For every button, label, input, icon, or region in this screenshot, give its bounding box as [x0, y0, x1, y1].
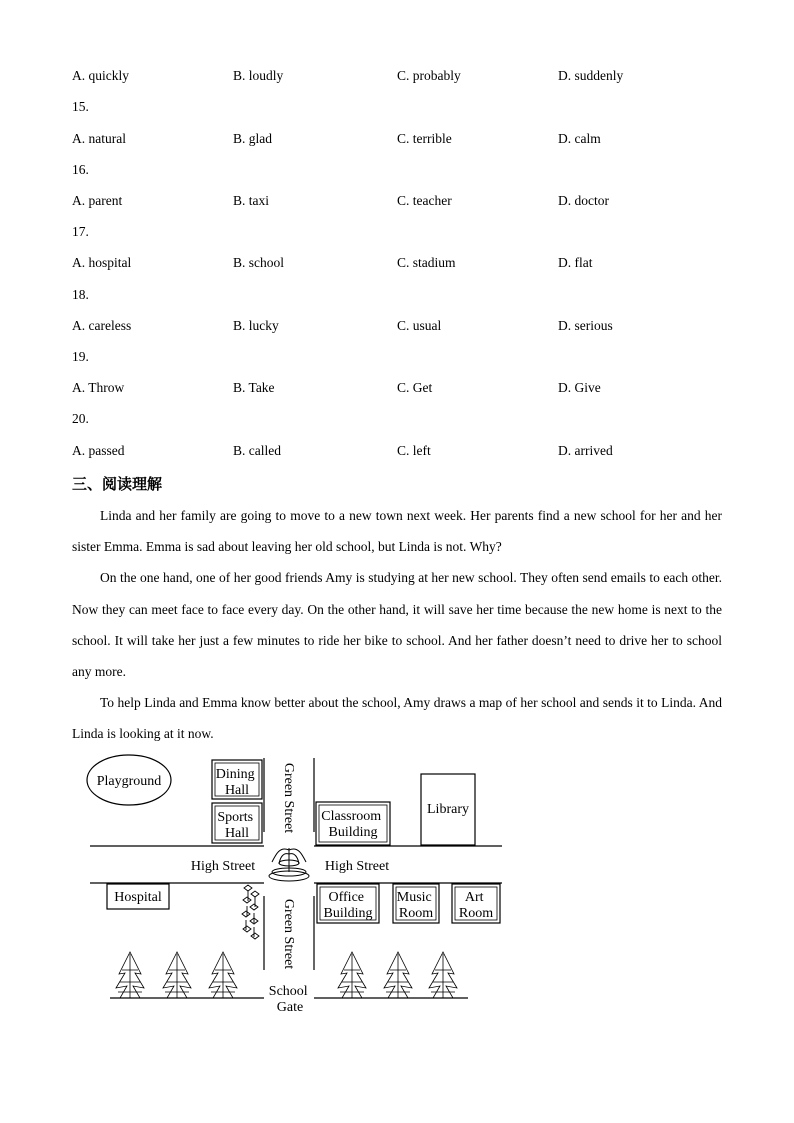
school-gate-label: Gate [276, 1000, 304, 1015]
option-b: B. school [233, 255, 285, 270]
option-row-20 [72, 443, 732, 463]
passage-paragraph: To help Linda and Emma know better about the school, Amy draws a map of her school and sends it to Linda. And Linda is looking at it now. [72, 695, 722, 742]
option-row-15 [72, 131, 732, 151]
question-number-15: 15. [72, 99, 89, 114]
option-c: C. teacher [397, 193, 452, 208]
section-title: 三、阅读理解 [72, 475, 163, 493]
playground-label: Playground [96, 774, 162, 789]
high-street-east-label: High Street [324, 859, 390, 874]
option-d: D. arrived [558, 443, 613, 458]
school-map [80, 748, 520, 1020]
high-street-west-label: High Street [190, 859, 256, 874]
option-b: B. taxi [233, 193, 269, 208]
classroom-building-label: Building [328, 825, 378, 840]
svg-text:School Gate [269, 984, 311, 1015]
question-number-17: 17. [72, 224, 89, 239]
svg-text:Sports Hall [217, 810, 256, 841]
office-building-label: Office [328, 890, 364, 905]
option-row-19 [72, 380, 732, 400]
question-number-16: 16. [72, 162, 89, 177]
tree-icon [116, 952, 144, 998]
option-b: B. glad [233, 131, 272, 146]
option-d: D. serious [558, 318, 613, 333]
library-label: Library [427, 802, 469, 817]
option-d: D. doctor [558, 193, 609, 208]
option-row-14 [72, 68, 732, 88]
music-room-label: Music [396, 890, 432, 905]
option-c: C. stadium [397, 255, 456, 270]
option-a: A. passed [72, 443, 125, 458]
svg-text:Art Room [459, 890, 493, 921]
option-c: C. usual [397, 318, 442, 333]
option-a: A. careless [72, 318, 132, 333]
option-d: D. Give [558, 380, 601, 395]
dining-hall-label: Dining [215, 767, 255, 782]
hospital-label: Hospital [114, 890, 162, 905]
option-d: D. calm [558, 131, 601, 146]
question-number-19: 19. [72, 349, 89, 364]
svg-text:Dining Hall [216, 767, 258, 798]
tree-icon [384, 952, 412, 998]
art-room-label: Room [458, 906, 494, 921]
art-room-label: Art [464, 890, 484, 905]
flower-icon [242, 885, 259, 939]
sports-hall-label: Sports [217, 810, 254, 825]
office-building-label: Building [323, 906, 373, 921]
option-a: A. natural [72, 131, 126, 146]
green-street-north-label: Green Street [281, 762, 296, 834]
passage-paragraph: Linda and her family are going to move to a new town next week. Her parents find a new school for her and her sister Emma. Emma is sad about leaving her old school, but Linda is not. Why? [72, 508, 722, 555]
option-c: C. left [397, 443, 431, 458]
option-row-18 [72, 318, 732, 338]
option-a: A. quickly [72, 68, 129, 83]
option-a: A. Throw [72, 380, 125, 395]
passage-paragraph: On the one hand, one of her good friends Amy is studying at her new school. They often send emails to each other. Now they can meet face to face every day. On the other hand, it will save her time because the new home is next to the school. It will take her just a few minutes to ride her bike to school. And her father doesn’t need to drive her to school any more. [72, 570, 722, 680]
fountain-icon [269, 848, 309, 881]
option-d: D. suddenly [558, 68, 624, 83]
tree-icon [209, 952, 237, 998]
svg-text:Music Room [397, 890, 436, 921]
school-gate-label: School [268, 984, 308, 999]
sports-hall-label: Hall [224, 826, 250, 841]
option-b: B. Take [233, 380, 275, 395]
svg-text:Office Building [323, 890, 372, 921]
reading-passage [72, 500, 722, 750]
option-c: C. Get [397, 380, 433, 395]
option-b: B. lucky [233, 318, 279, 333]
option-a: A. parent [72, 193, 123, 208]
option-b: B. called [233, 443, 281, 458]
question-number-20: 20. [72, 411, 89, 426]
classroom-building-label: Classroom [321, 809, 382, 824]
option-a: A. hospital [72, 255, 132, 270]
option-row-17 [72, 255, 732, 275]
tree-icon [338, 952, 366, 998]
tree-icon [163, 952, 191, 998]
svg-text:Classroom Building [321, 809, 384, 840]
dining-hall-label: Hall [224, 783, 250, 798]
option-d: D. flat [558, 255, 593, 270]
tree-icon [429, 952, 457, 998]
music-room-label: Room [398, 906, 434, 921]
option-row-16 [72, 193, 732, 213]
green-street-south-label: Green Street [281, 898, 296, 970]
question-number-18: 18. [72, 287, 89, 302]
option-c: C. probably [397, 68, 461, 83]
option-b: B. loudly [233, 68, 284, 83]
option-c: C. terrible [397, 131, 452, 146]
